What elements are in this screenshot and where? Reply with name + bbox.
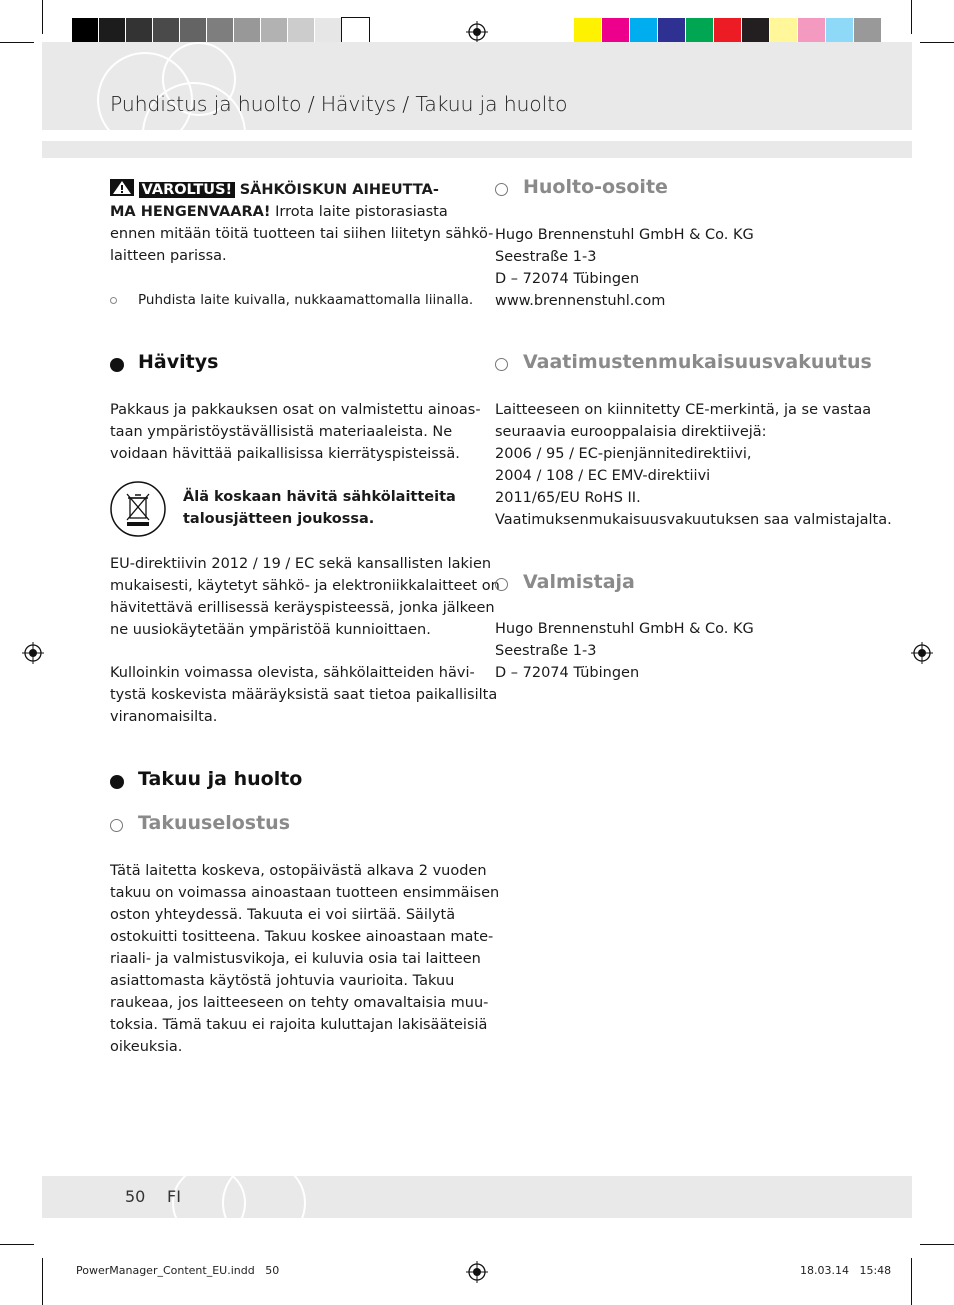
disposal-paragraph	[110, 399, 481, 465]
text-line: Seestraße 1-3	[495, 249, 597, 265]
warning-badge: VAROLTUS!	[139, 182, 236, 198]
text-line: 2004 / 108 / EC EMV-direktiivi	[495, 468, 711, 484]
text-line: 2011/65/EU RoHS II.	[495, 490, 641, 506]
text-line: riaali- ja valmistusvikoja, ei kuluvia osia tai laitteen	[110, 951, 481, 967]
text-line: toksia. Tämä takuu ei rajoita kuluttajan lakisääteisiä	[110, 1017, 488, 1033]
text-line: talousjätteen joukossa.	[183, 511, 375, 527]
disposal-heading: Hävitys	[138, 351, 219, 373]
decorative-circle	[222, 1176, 306, 1218]
text-line: D – 72074 Tübingen	[495, 665, 640, 681]
subheading-bullet-icon	[495, 358, 508, 371]
text-line: EU-direktiivin 2012 / 19 / EC sekä kansallisten lakien	[110, 556, 492, 572]
cleaning-instruction: Puhdista laite kuivalla, nukkaamattomalla liinalla.	[138, 292, 474, 308]
service-heading: Huolto-osoite	[523, 176, 668, 198]
crossed-bin-icon	[109, 480, 167, 538]
text-line: Vaatimuksenmukaisuusvakuutuksen saa valmistajalta.	[495, 512, 892, 528]
text-line: Tätä laitetta koskeva, ostopäivästä alkava 2 vuoden	[110, 863, 487, 879]
crop-mark	[911, 1258, 912, 1305]
warning-title: SÄHKÖISKUN AIHEUTTA-	[239, 182, 439, 198]
text-line: Laitteeseen on kiinnitetty CE-merkintä, ja se vastaa	[495, 402, 872, 418]
crop-mark	[911, 0, 912, 34]
warranty-heading: Takuu ja huolto	[138, 768, 303, 790]
weee-note	[183, 486, 456, 530]
disposal-paragraph	[110, 553, 500, 641]
page-title: Puhdistus ja huolto / Hävitys / Takuu ja huolto	[110, 92, 568, 116]
crop-mark	[920, 42, 954, 43]
text-line: Kulloinkin voimassa olevista, sähkölaitteiden hävi-	[110, 665, 475, 681]
warranty-paragraph	[110, 860, 499, 1058]
registration-mark-icon	[466, 1261, 488, 1283]
warning-text: ennen mitään töitä tuotteen tai siihen liitetyn sähkö-	[110, 226, 494, 242]
crop-mark	[920, 1244, 954, 1245]
crop-mark	[42, 0, 43, 34]
service-address	[495, 224, 754, 312]
header-band	[42, 42, 912, 130]
warning-block	[110, 179, 494, 267]
text-line: mukaisesti, käytetyt sähkö- ja elektroniikkalaitteet on	[110, 578, 500, 594]
text-line: oikeuksia.	[110, 1039, 183, 1055]
registration-mark-icon	[911, 642, 933, 664]
subheading-bullet-icon	[110, 819, 123, 832]
text-line: asiattomasta käytöstä johtuvia vaurioita. Takuu	[110, 973, 455, 989]
disposal-paragraph	[110, 662, 497, 728]
conformity-text	[495, 399, 892, 531]
heading-bullet-icon	[110, 358, 124, 372]
page-number: 50	[125, 1187, 146, 1206]
manufacturer-address	[495, 618, 754, 684]
warranty-subheading: Takuuselostus	[138, 812, 291, 834]
text-line: tystä koskevista määräyksistä saat tietoa paikallisilta	[110, 687, 498, 703]
text-line: taan ympäristöystävällisistä materiaaleista. Ne	[110, 424, 453, 440]
warning-title-cont: MA HENGENVAARA!	[110, 204, 271, 220]
heading-bullet-icon	[110, 775, 124, 789]
page-language: FI	[167, 1187, 181, 1206]
warning-triangle-icon	[110, 179, 134, 196]
text-line: voidaan hävittää paikallisissa kierrätyspisteissä.	[110, 446, 460, 462]
text-line: Älä koskaan hävitä sähkölaitteita	[183, 489, 456, 505]
text-line: seuraavia eurooppalaisia direktiivejä:	[495, 424, 767, 440]
text-line: ostokuitti tositteena. Takuu koskee ainoastaan mate-	[110, 929, 494, 945]
crop-mark	[0, 1244, 34, 1245]
header-strip	[42, 141, 912, 158]
text-line: Seestraße 1-3	[495, 643, 597, 659]
registration-mark-icon	[466, 21, 488, 43]
subheading-bullet-icon	[495, 183, 508, 196]
text-line: oston yhteydessä. Takuuta ei voi siirtää. Säilytä	[110, 907, 456, 923]
text-line: hävitettävä erillisessä keräyspisteessä, jonka jälkeen	[110, 600, 495, 616]
text-line: Pakkaus ja pakkauksen osat on valmistettu ainoas-	[110, 402, 481, 418]
manufacturer-heading: Valmistaja	[523, 571, 635, 593]
conformity-heading: Vaatimustenmukaisuusvakuutus	[523, 351, 872, 373]
slug-filename: PowerManager_Content_EU.indd 50	[76, 1264, 280, 1277]
subheading-bullet-icon	[495, 578, 508, 591]
text-line: Hugo Brennenstuhl GmbH & Co. KG	[495, 621, 754, 637]
text-line: Hugo Brennenstuhl GmbH & Co. KG	[495, 227, 754, 243]
slug-date: 18.03.14 15:48	[800, 1264, 892, 1277]
text-line: D – 72074 Tübingen	[495, 271, 640, 287]
crop-mark	[42, 1258, 43, 1305]
list-bullet-icon	[110, 297, 117, 304]
website-link[interactable]: www.brennenstuhl.com	[495, 293, 666, 309]
warning-text: laitteen parissa.	[110, 248, 227, 264]
crop-mark	[0, 42, 34, 43]
registration-mark-icon	[22, 642, 44, 664]
text-line: 2006 / 95 / EC-pienjännitedirektiivi,	[495, 446, 752, 462]
text-line: raukeaa, jos laitteeseen on tehty omavaltaisia muu-	[110, 995, 489, 1011]
text-line: ne uusiokäytetään ympäristöä kunnioittaen.	[110, 622, 431, 638]
text-line: viranomaisilta.	[110, 709, 218, 725]
text-line: takuu on voimassa ainoastaan tuotteen ensimmäisen	[110, 885, 500, 901]
warning-text: Irrota laite pistorasiasta	[270, 204, 448, 220]
